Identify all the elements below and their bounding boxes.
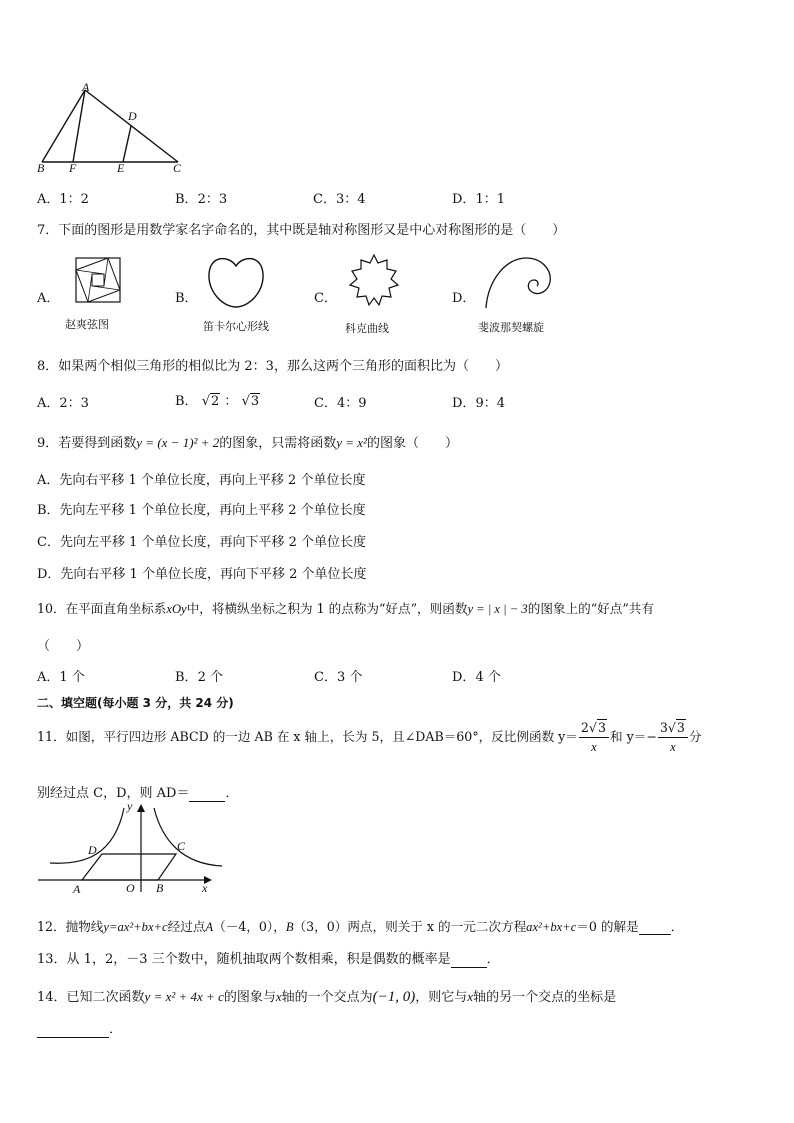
- q7-option-b-letter[interactable]: B．: [175, 291, 198, 306]
- q8-option-d[interactable]: D．9：4: [452, 396, 505, 411]
- label-a: A: [82, 82, 90, 94]
- hyperbola-figure: [36, 800, 228, 896]
- q7-option-c-letter[interactable]: C．: [314, 291, 337, 306]
- q9-stem: 9．若要得到函数y = (x − 1)² + 2的图象，只需将函数y = x²的图象（ ）: [37, 435, 458, 451]
- label-a: A: [73, 882, 81, 896]
- y-arrow-icon: [137, 804, 145, 812]
- q8-option-b[interactable]: B． √2 ： √3: [175, 394, 260, 409]
- q11-stem: 11．如图，平行四边形 ABCD 的一边 AB 在 x 轴上，长为 5，且∠DAB＝60°，反比例函数 y＝ $\frac{2√3}{x}$ 和 y＝− $\frac{3√3}{x}$ 分: [37, 720, 702, 754]
- label-e: E: [117, 161, 125, 174]
- triangle-figure: [36, 82, 188, 174]
- q10-option-a[interactable]: A．1 个: [37, 670, 85, 685]
- segment-de: [123, 126, 131, 162]
- q7-caption-d: 斐波那契螺旋: [478, 321, 544, 334]
- q6-option-d[interactable]: D．1：1: [452, 192, 505, 207]
- left-hyperbola: [50, 808, 124, 863]
- q9-option-c[interactable]: C．先向左平移 1 个单位长度，再向下平移 2 个单位长度: [37, 535, 367, 550]
- q10-paren: （ ）: [37, 639, 90, 654]
- fraction-1: $\frac{2√3}{x}$: [579, 722, 609, 753]
- q7-caption-c: 科克曲线: [345, 322, 389, 335]
- q6-option-c[interactable]: C．3：4: [313, 192, 366, 207]
- q9-option-d[interactable]: D．先向右平移 1 个单位长度，再向下平移 2 个单位长度: [37, 567, 367, 582]
- label-d: D: [88, 843, 97, 857]
- q7-caption-b: 笛卡尔心形线: [203, 320, 269, 333]
- zhao-shuang-icon: [74, 256, 122, 304]
- sqrt-icon: √: [241, 394, 250, 409]
- label-b: B: [156, 881, 164, 895]
- q10-option-d[interactable]: D．4 个: [452, 670, 501, 685]
- cardioid-icon: [205, 252, 267, 310]
- q7-caption-a: 赵爽弦图: [65, 318, 109, 331]
- q9-option-b[interactable]: B．先向左平移 1 个单位长度，再向上平移 2 个单位长度: [37, 503, 366, 518]
- q11-line2: 别经过点 C，D，则 AD＝ ．: [37, 786, 239, 801]
- q14-answer-line: ．: [37, 1018, 122, 1038]
- label-c: C: [177, 839, 186, 853]
- label-d: D: [128, 109, 137, 123]
- q7-option-a-letter[interactable]: A．: [37, 291, 60, 306]
- q10-option-c[interactable]: C．3 个: [314, 670, 363, 685]
- answer-blank[interactable]: [639, 919, 671, 935]
- q12-stem: 12．抛物线y=ax²+bx+c经过点A（－4，0），B（3，0）两点，则关于 x 的一元二次方程ax²+bx+c＝0 的解是 ．: [37, 919, 684, 934]
- label-c: C: [173, 161, 182, 174]
- side-ac: [85, 90, 178, 162]
- sqrt-icon: √: [201, 394, 210, 409]
- label-y: y: [127, 800, 133, 813]
- q7-option-d-letter[interactable]: D．: [452, 291, 476, 306]
- fibonacci-spiral-icon: [484, 252, 556, 310]
- q13-stem: 13．从 1，2，－3 三个数中，随机抽取两个数相乘，积是偶数的概率是 ．: [37, 952, 500, 967]
- q6-option-b[interactable]: B．2：3: [175, 192, 228, 207]
- koch-snowflake-icon: [345, 252, 403, 310]
- q8-option-a[interactable]: A．2：3: [37, 396, 89, 411]
- q14-stem: 14．已知二次函数y = x² + 4x + c的图象与x轴的一个交点为(−1, 0)，则它与x轴的另一个交点的坐标是: [37, 989, 617, 1005]
- fraction-2: $\frac{3√3}{x}$: [658, 722, 688, 753]
- q10-stem: 10．在平面直角坐标系xOy中，将横纵坐标之积为 1 的点称为“好点”，则函数y = | x | − 3的图象上的“好点”共有: [37, 601, 654, 616]
- q6-option-a[interactable]: A．1：2: [37, 192, 89, 207]
- answer-blank[interactable]: [451, 952, 487, 968]
- q10-option-b[interactable]: B．2 个: [175, 670, 223, 685]
- answer-blank[interactable]: [37, 1022, 109, 1038]
- q8-option-c[interactable]: C．4：9: [314, 396, 367, 411]
- label-o: O: [126, 881, 135, 895]
- sqrt-icon: √: [588, 720, 597, 735]
- q8-stem: 8．如果两个相似三角形的相似比为 2：3，那么这两个三角形的面积比为（ ）: [37, 359, 508, 374]
- sqrt-icon: √: [667, 720, 676, 735]
- section-title: 二、填空题(每小题 3 分，共 24 分): [37, 696, 234, 710]
- parallelogram: [82, 854, 176, 880]
- label-b: B: [37, 161, 45, 174]
- label-f: F: [69, 161, 77, 174]
- q9-option-a[interactable]: A．先向右平移 1 个单位长度，再向上平移 2 个单位长度: [37, 473, 366, 488]
- label-x: x: [202, 881, 208, 895]
- right-hyperbola: [154, 808, 222, 866]
- q7-stem: 7．下面的图形是用数学家名字命名的，其中既是轴对称图形又是中心对称图形的是（ ）: [37, 223, 566, 238]
